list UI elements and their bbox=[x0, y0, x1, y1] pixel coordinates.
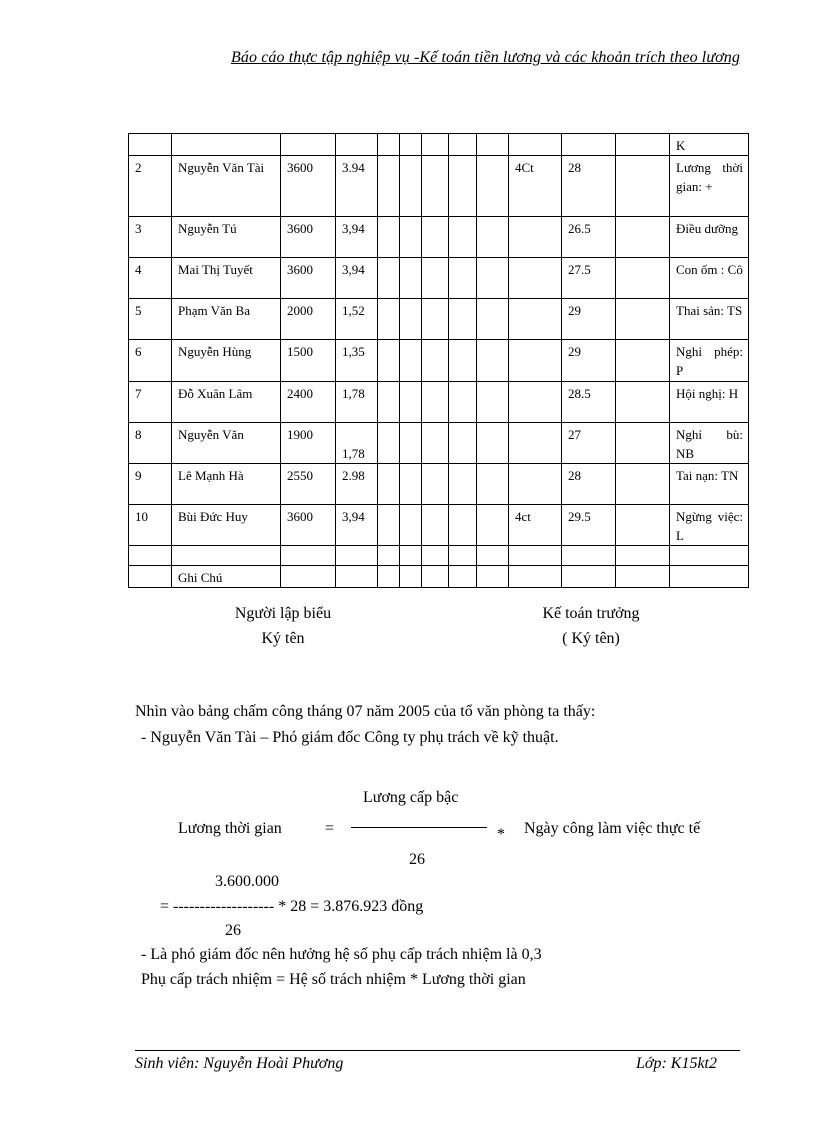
coefficient-cell bbox=[336, 134, 378, 156]
business-trip-cell bbox=[509, 217, 562, 258]
coefficient-cell: 1,78 bbox=[336, 423, 378, 464]
table-row bbox=[129, 382, 749, 423]
business-trip-cell bbox=[509, 464, 562, 505]
day-cell bbox=[422, 546, 449, 566]
intro-text: Nhìn vào bảng chấm công tháng 07 năm 2005 của tổ văn phòng ta thấy: bbox=[135, 703, 596, 720]
fraction-bar bbox=[351, 827, 487, 828]
calc-denominator: 26 bbox=[225, 922, 241, 939]
day-cell bbox=[400, 134, 422, 156]
formula-tail: Ngày công làm việc thực tế bbox=[524, 820, 701, 837]
table-row bbox=[129, 156, 749, 217]
workdays-cell: 26.5 bbox=[562, 217, 616, 258]
empty-cell bbox=[616, 299, 670, 340]
page-header: Báo cáo thực tập nghiệp vụ -Kế toán tiền lương và các khoản trích theo lương bbox=[231, 49, 740, 66]
day-cell bbox=[449, 464, 477, 505]
bullet-allowance: - Là phó giám đốc nên hưởng hệ số phụ cấp trách nhiệm là 0,3 bbox=[141, 946, 542, 963]
note-cell: Điều dưỡng bbox=[670, 217, 749, 258]
empty-cell bbox=[616, 382, 670, 423]
coefficient-cell: 3,94 bbox=[336, 505, 378, 546]
day-cell bbox=[378, 299, 400, 340]
day-cell bbox=[477, 546, 509, 566]
day-cell bbox=[378, 258, 400, 299]
day-cell bbox=[477, 505, 509, 546]
workdays-cell: 29 bbox=[562, 299, 616, 340]
workdays-cell bbox=[562, 546, 616, 566]
day-cell bbox=[378, 340, 400, 382]
day-cell bbox=[400, 423, 422, 464]
day-cell bbox=[400, 464, 422, 505]
day-cell bbox=[422, 464, 449, 505]
note-cell: K bbox=[670, 134, 749, 156]
salary-cell bbox=[281, 566, 336, 588]
day-cell bbox=[400, 566, 422, 588]
day-cell bbox=[422, 340, 449, 382]
note-cell bbox=[670, 546, 749, 566]
day-cell bbox=[422, 258, 449, 299]
note-cell: Ngừng việc: L bbox=[670, 505, 749, 546]
attendance-table bbox=[128, 133, 749, 588]
day-cell bbox=[378, 382, 400, 423]
formula-numerator: Lương cấp bậc bbox=[363, 789, 459, 806]
salary-cell bbox=[281, 134, 336, 156]
signature-chief-accountant bbox=[491, 601, 691, 651]
day-cell bbox=[449, 566, 477, 588]
business-trip-cell: 4Ct bbox=[509, 156, 562, 217]
salary-cell: 1500 bbox=[281, 340, 336, 382]
workdays-cell: 28 bbox=[562, 464, 616, 505]
preparer-sub: Ký tên bbox=[261, 630, 305, 647]
note-cell: Nghỉ bù: NB bbox=[670, 423, 749, 464]
day-cell bbox=[378, 423, 400, 464]
workdays-cell bbox=[562, 566, 616, 588]
formula-equals: = bbox=[325, 820, 335, 837]
table-row bbox=[129, 423, 749, 464]
empty-cell bbox=[616, 134, 670, 156]
salary-cell: 3600 bbox=[281, 505, 336, 546]
business-trip-cell bbox=[509, 382, 562, 423]
day-cell bbox=[400, 505, 422, 546]
empty-cell bbox=[616, 423, 670, 464]
salary-cell: 2000 bbox=[281, 299, 336, 340]
stt-cell: 3 bbox=[129, 217, 172, 258]
name-cell: Bùi Đức Huy bbox=[172, 505, 281, 546]
workdays-cell bbox=[562, 134, 616, 156]
workdays-cell: 28.5 bbox=[562, 382, 616, 423]
day-cell bbox=[422, 423, 449, 464]
name-cell: Lê Mạnh Hà bbox=[172, 464, 281, 505]
footer-class: Lớp: K15kt2 bbox=[636, 1055, 717, 1072]
day-cell bbox=[449, 156, 477, 217]
day-cell bbox=[400, 340, 422, 382]
note-cell: Nghỉ phép: P bbox=[670, 340, 749, 382]
day-cell bbox=[449, 382, 477, 423]
day-cell bbox=[378, 505, 400, 546]
workdays-cell: 28 bbox=[562, 156, 616, 217]
day-cell bbox=[378, 546, 400, 566]
day-cell bbox=[378, 217, 400, 258]
table-row bbox=[129, 340, 749, 382]
name-cell: Phạm Văn Ba bbox=[172, 299, 281, 340]
empty-cell bbox=[616, 217, 670, 258]
table-row bbox=[129, 258, 749, 299]
stt-cell: 8 bbox=[129, 423, 172, 464]
empty-cell bbox=[616, 258, 670, 299]
name-cell: Nguyễn Hùng bbox=[172, 340, 281, 382]
calc-line: = ------------------- * 28 = 3.876.923 đồng bbox=[160, 898, 424, 915]
stt-cell: 5 bbox=[129, 299, 172, 340]
day-cell bbox=[449, 217, 477, 258]
day-cell bbox=[400, 299, 422, 340]
business-trip-cell bbox=[509, 340, 562, 382]
day-cell bbox=[422, 382, 449, 423]
workdays-cell: 27 bbox=[562, 423, 616, 464]
business-trip-cell bbox=[509, 566, 562, 588]
day-cell bbox=[449, 299, 477, 340]
business-trip-cell bbox=[509, 134, 562, 156]
business-trip-cell bbox=[509, 423, 562, 464]
chief-accountant-title: Kế toán trưởng bbox=[542, 605, 640, 622]
stt-cell bbox=[129, 566, 172, 588]
day-cell bbox=[400, 382, 422, 423]
day-cell bbox=[477, 340, 509, 382]
day-cell bbox=[449, 134, 477, 156]
day-cell bbox=[400, 156, 422, 217]
business-trip-cell bbox=[509, 546, 562, 566]
day-cell bbox=[378, 566, 400, 588]
salary-cell bbox=[281, 546, 336, 566]
stt-cell bbox=[129, 546, 172, 566]
business-trip-cell bbox=[509, 299, 562, 340]
empty-cell bbox=[616, 546, 670, 566]
day-cell bbox=[449, 505, 477, 546]
footer-student: Sinh viên: Nguyễn Hoài Phương bbox=[135, 1055, 344, 1072]
note-cell: Thai sản: TS bbox=[670, 299, 749, 340]
workdays-cell: 29 bbox=[562, 340, 616, 382]
day-cell bbox=[422, 134, 449, 156]
business-trip-cell bbox=[509, 258, 562, 299]
coefficient-cell: 3,94 bbox=[336, 258, 378, 299]
day-cell bbox=[477, 217, 509, 258]
note-cell: Tai nạn: TN bbox=[670, 464, 749, 505]
day-cell bbox=[400, 546, 422, 566]
coefficient-cell: 1,35 bbox=[336, 340, 378, 382]
workdays-cell: 29.5 bbox=[562, 505, 616, 546]
day-cell bbox=[378, 156, 400, 217]
name-cell bbox=[172, 546, 281, 566]
day-cell bbox=[477, 566, 509, 588]
empty-cell bbox=[616, 505, 670, 546]
salary-cell: 3600 bbox=[281, 217, 336, 258]
note-cell: Con ốm : Cô bbox=[670, 258, 749, 299]
day-cell bbox=[477, 382, 509, 423]
day-cell bbox=[477, 464, 509, 505]
salary-cell: 2400 bbox=[281, 382, 336, 423]
day-cell bbox=[477, 423, 509, 464]
empty-cell bbox=[616, 340, 670, 382]
day-cell bbox=[449, 546, 477, 566]
day-cell bbox=[400, 258, 422, 299]
day-cell bbox=[400, 217, 422, 258]
coefficient-cell: 3,94 bbox=[336, 217, 378, 258]
day-cell bbox=[378, 134, 400, 156]
stt-cell: 2 bbox=[129, 156, 172, 217]
day-cell bbox=[422, 566, 449, 588]
allowance-formula: Phụ cấp trách nhiệm = Hệ số trách nhiệm * Lương thời gian bbox=[141, 971, 526, 988]
preparer-title: Người lập biểu bbox=[234, 605, 332, 622]
day-cell bbox=[477, 156, 509, 217]
name-cell: Mai Thị Tuyết bbox=[172, 258, 281, 299]
coefficient-cell bbox=[336, 566, 378, 588]
empty-cell bbox=[616, 156, 670, 217]
stt-cell: 6 bbox=[129, 340, 172, 382]
name-cell: Nguyễn Văn bbox=[172, 423, 281, 464]
stt-cell: 4 bbox=[129, 258, 172, 299]
signature-preparer bbox=[183, 601, 383, 651]
stt-cell: 10 bbox=[129, 505, 172, 546]
workdays-cell: 27.5 bbox=[562, 258, 616, 299]
day-cell bbox=[378, 464, 400, 505]
business-trip-cell: 4ct bbox=[509, 505, 562, 546]
coefficient-cell bbox=[336, 546, 378, 566]
table-row bbox=[129, 299, 749, 340]
table-row bbox=[129, 134, 749, 156]
table-row bbox=[129, 464, 749, 505]
chief-accountant-sub: ( Ký tên) bbox=[562, 630, 620, 647]
table-row bbox=[129, 546, 749, 566]
salary-cell: 3600 bbox=[281, 156, 336, 217]
coefficient-cell: 1,78 bbox=[336, 382, 378, 423]
note-cell: Hội nghị: H bbox=[670, 382, 749, 423]
salary-cell: 3600 bbox=[281, 258, 336, 299]
table-row bbox=[129, 505, 749, 546]
salary-cell: 2550 bbox=[281, 464, 336, 505]
empty-cell bbox=[616, 464, 670, 505]
formula-denominator: 26 bbox=[409, 851, 425, 868]
name-cell: Nguyễn Tú bbox=[172, 217, 281, 258]
name-cell: Ghi Chú bbox=[172, 566, 281, 588]
day-cell bbox=[477, 134, 509, 156]
formula-multiply: * bbox=[497, 826, 505, 843]
note-cell bbox=[670, 566, 749, 588]
formula-label: Lương thời gian bbox=[178, 820, 282, 837]
note-cell: Lương thời gian: + bbox=[670, 156, 749, 217]
stt-cell: 7 bbox=[129, 382, 172, 423]
day-cell bbox=[422, 217, 449, 258]
stt-cell: 9 bbox=[129, 464, 172, 505]
coefficient-cell: 3.94 bbox=[336, 156, 378, 217]
table-row bbox=[129, 566, 749, 588]
footer-rule bbox=[135, 1050, 740, 1051]
day-cell bbox=[449, 258, 477, 299]
salary-cell: 1900 bbox=[281, 423, 336, 464]
empty-cell bbox=[616, 566, 670, 588]
name-cell bbox=[172, 134, 281, 156]
day-cell bbox=[422, 505, 449, 546]
stt-cell bbox=[129, 134, 172, 156]
calc-numerator: 3.600.000 bbox=[215, 873, 279, 890]
day-cell bbox=[449, 340, 477, 382]
day-cell bbox=[422, 156, 449, 217]
day-cell bbox=[422, 299, 449, 340]
name-cell: Nguyễn Văn Tài bbox=[172, 156, 281, 217]
bullet-deputy-director: - Nguyễn Văn Tài – Phó giám đốc Công ty phụ trách về kỹ thuật. bbox=[141, 729, 559, 746]
table-row bbox=[129, 217, 749, 258]
day-cell bbox=[449, 423, 477, 464]
day-cell bbox=[477, 258, 509, 299]
day-cell bbox=[477, 299, 509, 340]
coefficient-cell: 1,52 bbox=[336, 299, 378, 340]
name-cell: Đỗ Xuân Lâm bbox=[172, 382, 281, 423]
coefficient-cell: 2.98 bbox=[336, 464, 378, 505]
